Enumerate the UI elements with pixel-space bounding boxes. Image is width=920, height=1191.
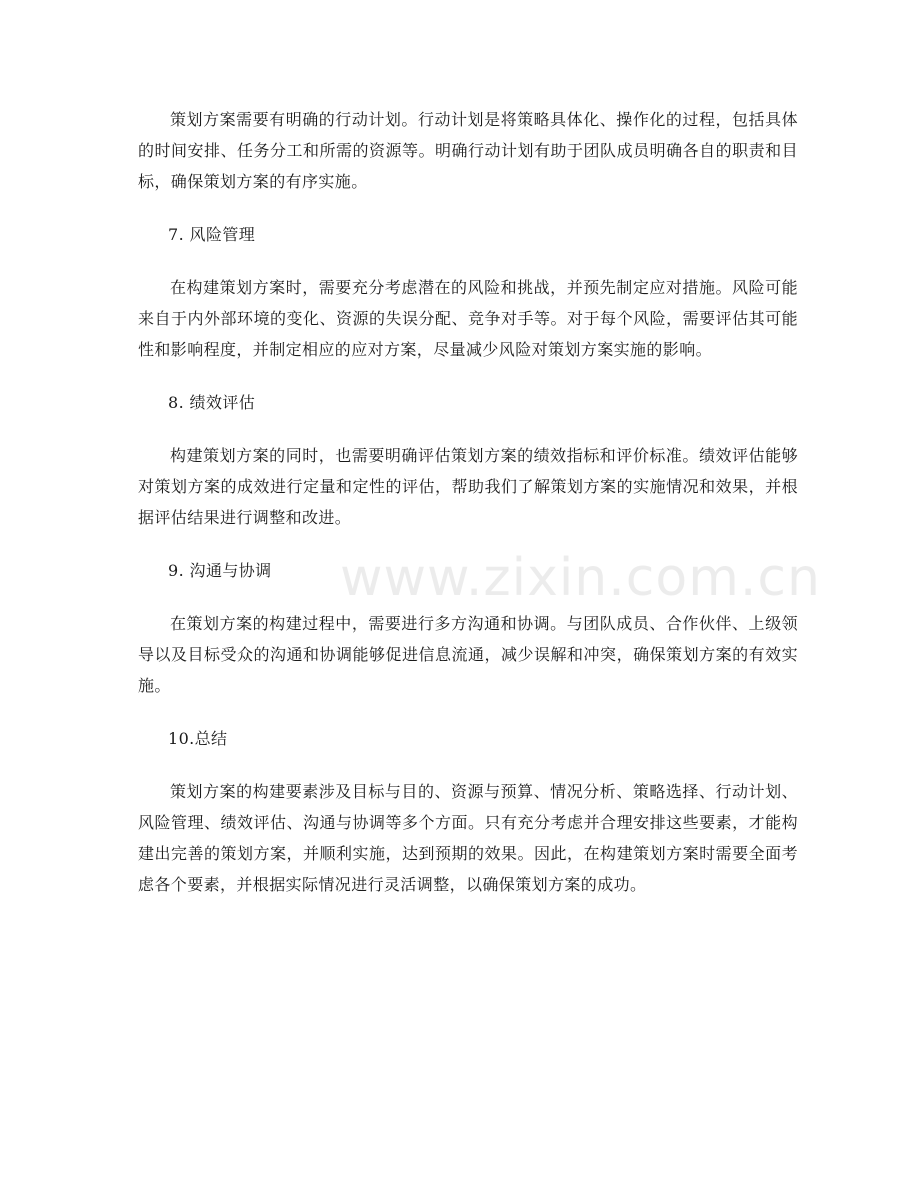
intro-paragraph: 策划方案需要有明确的行动计划。行动计划是将策略具体化、操作化的过程，包括具体的时间安排、任务分工和所需的资源等。明确行动计划有助于团队成员明确各自的职责和目标，确保策划方案的有序实施。 <box>138 110 798 191</box>
section-heading-communication: 9. 沟通与协调 <box>168 561 272 580</box>
section-heading-performance-evaluation: 8. 绩效评估 <box>168 393 256 412</box>
section-body-summary: 策划方案的构建要素涉及目标与目的、资源与预算、情况分析、策略选择、行动计划、风险管理、绩效评估、沟通与协调等多个方面。只有充分考虑并合理安排这些要素，才能构建出完善的策划方案，并顺利实施，达到预期的效果。因此，在构建策划方案时需要全面考虑各个要素，并根据实际情况进行灵活调整，以确保策划方案的成功。 <box>138 782 798 894</box>
document-body <box>138 104 798 900</box>
section-body-risk-management: 在构建策划方案时，需要充分考虑潜在的风险和挑战，并预先制定应对措施。风险可能来自于内外部环境的变化、资源的失误分配、竞争对手等。对于每个风险，需要评估其可能性和影响程度，并制定相应的应对方案，尽量减少风险对策划方案实施的影响。 <box>138 278 798 359</box>
section-body-performance-evaluation: 构建策划方案的同时，也需要明确评估策划方案的绩效指标和评价标准。绩效评估能够对策划方案的成效进行定量和定性的评估，帮助我们了解策划方案的实施情况和效果，并根据评估结果进行调整和改进。 <box>138 446 798 527</box>
section-heading-risk-management: 7. 风险管理 <box>168 225 256 244</box>
watermark: www.zixin.com.cn <box>340 548 821 608</box>
section-heading-summary: 10.总结 <box>168 729 228 748</box>
section-body-communication: 在策划方案的构建过程中，需要进行多方沟通和协调。与团队成员、合作伙伴、上级领导以及目标受众的沟通和协调能够促进信息流通，减少误解和冲突，确保策划方案的有效实施。 <box>138 614 798 695</box>
